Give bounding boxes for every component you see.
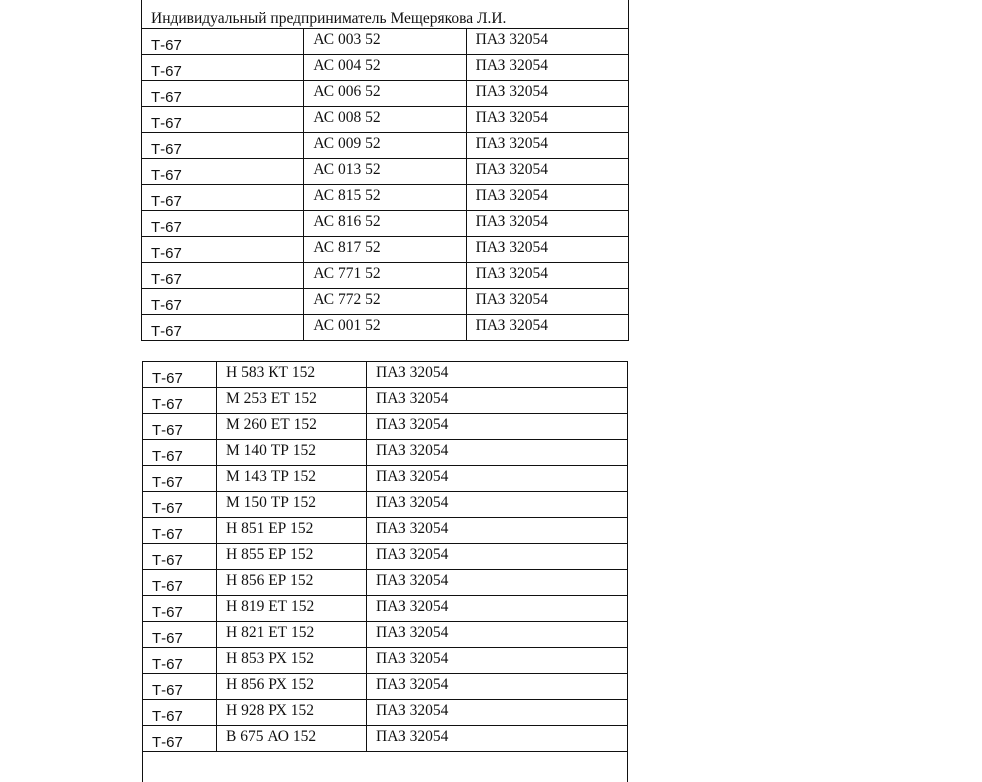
plate-number-cell: АС 772 52: [304, 289, 466, 315]
table-row: [142, 81, 629, 107]
table-row: [143, 726, 628, 752]
bus-model-cell: ПАЗ 32054: [466, 289, 628, 315]
table-header-row: [142, 0, 629, 29]
bus-model-cell: ПАЗ 32054: [367, 596, 628, 622]
bus-model-cell: ПАЗ 32054: [466, 159, 628, 185]
plate-number-cell: М 253 ЕТ 152: [217, 388, 367, 414]
plate-number-cell: АС 008 52: [304, 107, 466, 133]
bus-model-cell: ПАЗ 32054: [367, 700, 628, 726]
table-row: [143, 622, 628, 648]
bus-model-cell: ПАЗ 32054: [367, 388, 628, 414]
bus-model-cell: ПАЗ 32054: [367, 518, 628, 544]
route-cell: Т-67: [143, 440, 217, 466]
plate-number-cell: Н 851 ЕР 152: [217, 518, 367, 544]
route-cell: Т-67: [142, 81, 304, 107]
bus-model-cell: ПАЗ 32054: [367, 492, 628, 518]
table-row: [143, 362, 628, 388]
plate-number-cell: М 150 ТР 152: [217, 492, 367, 518]
route-cell: Т-67: [142, 133, 304, 159]
plate-number-cell: АС 009 52: [304, 133, 466, 159]
table-row: [142, 185, 629, 211]
plate-number-cell: АС 004 52: [304, 55, 466, 81]
plate-number-cell: Н 821 ЕТ 152: [217, 622, 367, 648]
table-row: [142, 237, 629, 263]
bus-model-cell: ПАЗ 32054: [367, 544, 628, 570]
table-row: [143, 596, 628, 622]
empty-row: [143, 752, 628, 782]
table-row: [143, 492, 628, 518]
bus-model-cell: ПАЗ 32054: [367, 648, 628, 674]
route-cell: Т-67: [143, 388, 217, 414]
plate-number-cell: Н 856 ЕР 152: [217, 570, 367, 596]
route-cell: Т-67: [142, 29, 304, 55]
table-row: [143, 674, 628, 700]
plate-number-cell: Н 853 РХ 152: [217, 648, 367, 674]
route-cell: Т-67: [143, 414, 217, 440]
table-row: [143, 570, 628, 596]
bus-model-cell: ПАЗ 32054: [466, 107, 628, 133]
route-cell: Т-67: [143, 596, 217, 622]
route-cell: Т-67: [143, 466, 217, 492]
route-cell: Т-67: [143, 492, 217, 518]
bus-model-cell: ПАЗ 32054: [466, 263, 628, 289]
bus-model-cell: ПАЗ 32054: [466, 29, 628, 55]
plate-number-cell: М 140 ТР 152: [217, 440, 367, 466]
plate-number-cell: АС 013 52: [304, 159, 466, 185]
table-row: [143, 440, 628, 466]
table-row: [142, 55, 629, 81]
entrepreneur-name: Индивидуальный предприниматель Мещерякова Л.И.: [142, 0, 629, 29]
route-cell: Т-67: [142, 263, 304, 289]
plate-number-cell: АС 003 52: [304, 29, 466, 55]
plate-number-cell: Н 928 РХ 152: [217, 700, 367, 726]
route-cell: Т-67: [142, 289, 304, 315]
route-cell: Т-67: [143, 362, 217, 388]
bus-model-cell: ПАЗ 32054: [367, 466, 628, 492]
bus-model-cell: ПАЗ 32054: [466, 315, 628, 341]
table-row: [142, 289, 629, 315]
bus-model-cell: ПАЗ 32054: [367, 440, 628, 466]
bus-model-cell: ПАЗ 32054: [367, 362, 628, 388]
table-row: [143, 544, 628, 570]
plate-number-cell: АС 001 52: [304, 315, 466, 341]
plate-number-cell: М 260 ЕТ 152: [217, 414, 367, 440]
plate-number-cell: АС 771 52: [304, 263, 466, 289]
plate-number-cell: Н 819 ЕТ 152: [217, 596, 367, 622]
bus-model-cell: ПАЗ 32054: [466, 237, 628, 263]
route-cell: Т-67: [143, 726, 217, 752]
empty-cell: [143, 752, 628, 782]
bus-model-cell: ПАЗ 32054: [466, 133, 628, 159]
bus-model-cell: ПАЗ 32054: [367, 570, 628, 596]
route-cell: Т-67: [142, 159, 304, 185]
plate-number-cell: В 675 АО 152: [217, 726, 367, 752]
route-cell: Т-67: [143, 544, 217, 570]
route-cell: Т-67: [142, 237, 304, 263]
plate-number-cell: Н 856 РХ 152: [217, 674, 367, 700]
table-row: [143, 648, 628, 674]
table-row: [142, 211, 629, 237]
bus-model-cell: ПАЗ 32054: [367, 674, 628, 700]
bus-model-cell: ПАЗ 32054: [466, 211, 628, 237]
bus-model-cell: ПАЗ 32054: [466, 185, 628, 211]
route-cell: Т-67: [142, 211, 304, 237]
route-cell: Т-67: [143, 700, 217, 726]
route-cell: Т-67: [143, 622, 217, 648]
table-row: [142, 159, 629, 185]
route-cell: Т-67: [143, 674, 217, 700]
route-cell: Т-67: [142, 55, 304, 81]
bus-model-cell: ПАЗ 32054: [367, 726, 628, 752]
plate-number-cell: АС 817 52: [304, 237, 466, 263]
route-cell: Т-67: [142, 185, 304, 211]
table-row: [143, 700, 628, 726]
route-cell: Т-67: [143, 570, 217, 596]
table-row: [142, 315, 629, 341]
table-row: [143, 518, 628, 544]
bus-model-cell: ПАЗ 32054: [367, 622, 628, 648]
vehicle-table-1: [141, 0, 629, 341]
route-cell: Т-67: [143, 518, 217, 544]
plate-number-cell: АС 815 52: [304, 185, 466, 211]
table-row: [142, 133, 629, 159]
plate-number-cell: АС 006 52: [304, 81, 466, 107]
route-cell: Т-67: [142, 315, 304, 341]
table-row: [143, 414, 628, 440]
route-cell: Т-67: [143, 648, 217, 674]
bus-model-cell: ПАЗ 32054: [466, 55, 628, 81]
plate-number-cell: Н 583 КТ 152: [217, 362, 367, 388]
table-row: [143, 388, 628, 414]
table-row: [142, 263, 629, 289]
table-row: [142, 107, 629, 133]
table-row: [142, 29, 629, 55]
plate-number-cell: Н 855 ЕР 152: [217, 544, 367, 570]
route-cell: Т-67: [142, 107, 304, 133]
bus-model-cell: ПАЗ 32054: [466, 81, 628, 107]
plate-number-cell: М 143 ТР 152: [217, 466, 367, 492]
plate-number-cell: АС 816 52: [304, 211, 466, 237]
table-row: [143, 466, 628, 492]
vehicle-table-2: [142, 361, 628, 782]
bus-model-cell: ПАЗ 32054: [367, 414, 628, 440]
